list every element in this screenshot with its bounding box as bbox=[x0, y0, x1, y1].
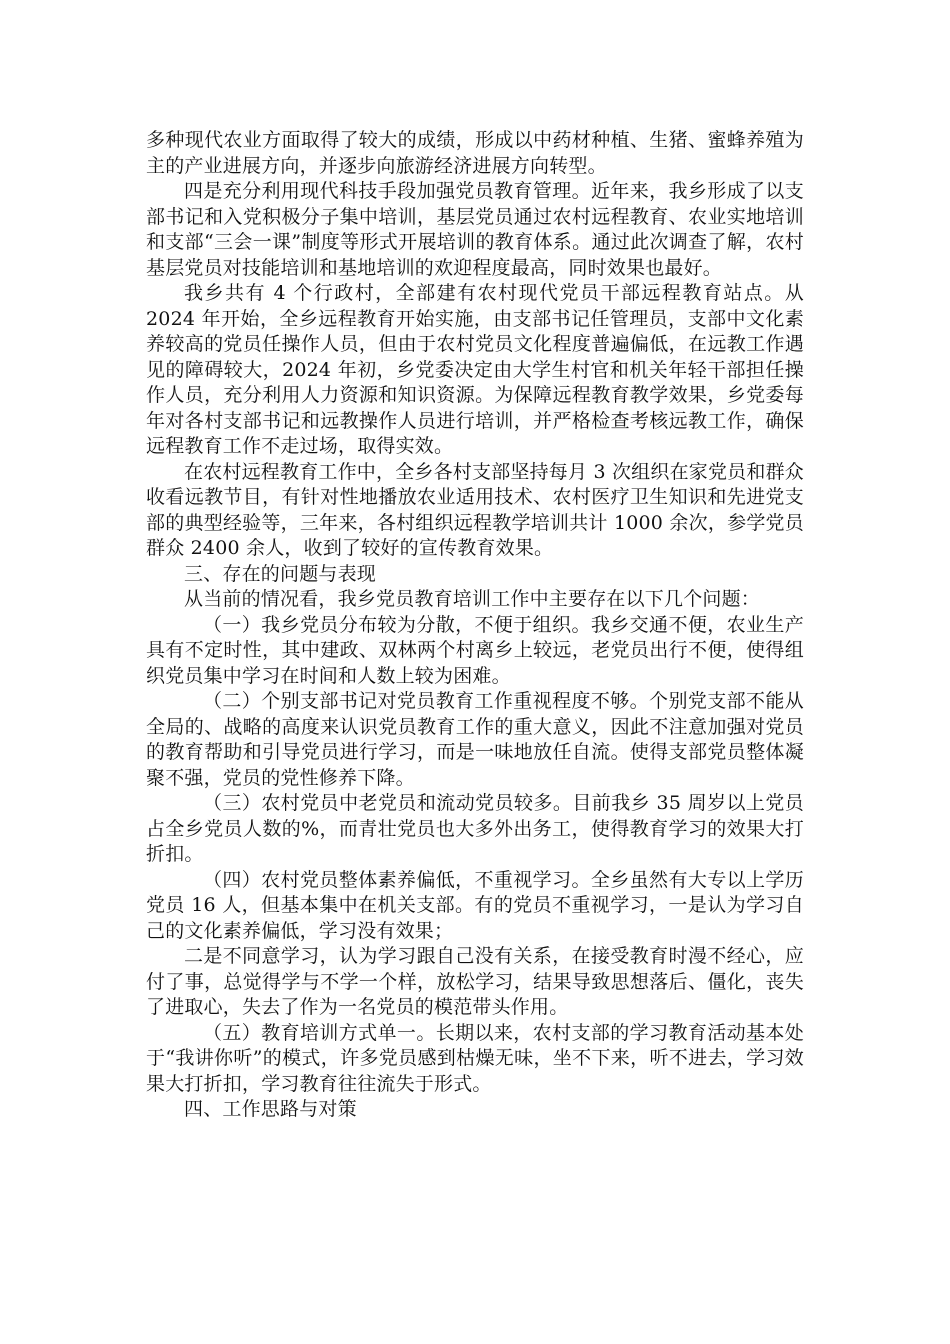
paragraph-problem-2: （二）个别支部书记对党员教育工作重视程度不够。个别党支部不能从全局的、战略的高度来认识党员教育工作的重大意义，因此不注意加强对党员的教育帮助和引导党员进行学习，而是一味地放任自流。使得支部党员整体凝聚不强，党员的党性修养下降。 bbox=[146, 690, 804, 789]
paragraph-remote-work: 在农村远程教育工作中，全乡各村支部坚持每月 3 次组织在家党员和群众收看远教节目，有针对性地播放农业适用技术、农村医疗卫生知识和先进党支部的典型经验等，三年来，各村组织远程教学培训共计 1000 余次，参学党员群众 2400 余人，收到了较好的宣传教育效果。 bbox=[146, 460, 804, 559]
paragraph-remote-stations: 我乡共有 4 个行政村，全部建有农村现代党员干部远程教育站点。从 2024 年开始，全乡远程教育开始实施，由支部书记任管理员，支部中文化素养较高的党员任操作人员，但由于农村党员文化程度普遍偏低，在远教工作遇见的障碍较大，2024 年初，乡党委决定由大学生村官和机关年轻干部担任操作人员，充分利用人力资源和知识资源。为保障远程教育教学效果，乡党委每年对各村支部书记和远教操作人员进行培训，并严格检查考核远教工作，确保远程教育工作不走过场，取得实效。 bbox=[146, 282, 804, 457]
section-heading-problems: 三、存在的问题与表现 bbox=[184, 562, 377, 585]
document-body bbox=[146, 128, 804, 1123]
section-heading-strategy: 四、工作思路与对策 bbox=[184, 1098, 357, 1120]
paragraph-problem-1: （一）我乡党员分布较为分散，不便于组织。我乡交通不便，农业生产具有不定时性，其中建政、双林两个村离乡上较远，老党员出行不便，使得组织党员集中学习在时间和人数上较为困难。 bbox=[146, 613, 804, 687]
paragraph-problem-5: （五）教育培训方式单一。长期以来，农村支部的学习教育活动基本处于“我讲你听”的模式，许多党员感到枯燥无味，坐不下来，听不进去，学习效果大打折扣，学习教育往往流失于形式。 bbox=[146, 1021, 804, 1095]
paragraph-problems-intro: 从当前的情况看，我乡党员教育培训工作中主要存在以下几个问题： bbox=[184, 588, 761, 610]
paragraph-problem-4: （四）农村党员整体素养偏低，不重视学习。全乡虽然有大专以上学历党员 16 人，但基本集中在机关支部。有的党员不重视学习，一是认为学习自己的文化素养偏低，学习没有效果； bbox=[146, 868, 804, 942]
paragraph-tech-education: 四是充分利用现代科技手段加强党员教育管理。近年来，我乡形成了以支部书记和入党积极分子集中培训，基层党员通过农村远程教育、农业实地培训和支部“三会一课”制度等形式开展培训的教育体系。通过此次调查了解，农村基层党员对技能培训和基地培训的欢迎程度最高，同时效果也最好。 bbox=[146, 180, 804, 279]
paragraph-problem-3: （三）农村党员中老党员和流动党员较多。目前我乡 35 周岁以上党员占全乡党员人数的%，而青壮党员也大多外出务工，使得教育学习的效果大打折扣。 bbox=[146, 792, 804, 865]
paragraph-industry: 多种现代农业方面取得了较大的成绩，形成以中药材种植、生猪、蜜蜂养殖为主的产业进展方向，并逐步向旅游经济进展方向转型。 bbox=[146, 129, 804, 177]
paragraph-problem-4-cont: 二是不同意学习，认为学习跟自己没有关系，在接受教育时漫不经心，应付了事，总觉得学与不学一个样，放松学习，结果导致思想落后、僵化，丧失了进取心，失去了作为一名党员的模范带头作用。 bbox=[146, 945, 804, 1018]
